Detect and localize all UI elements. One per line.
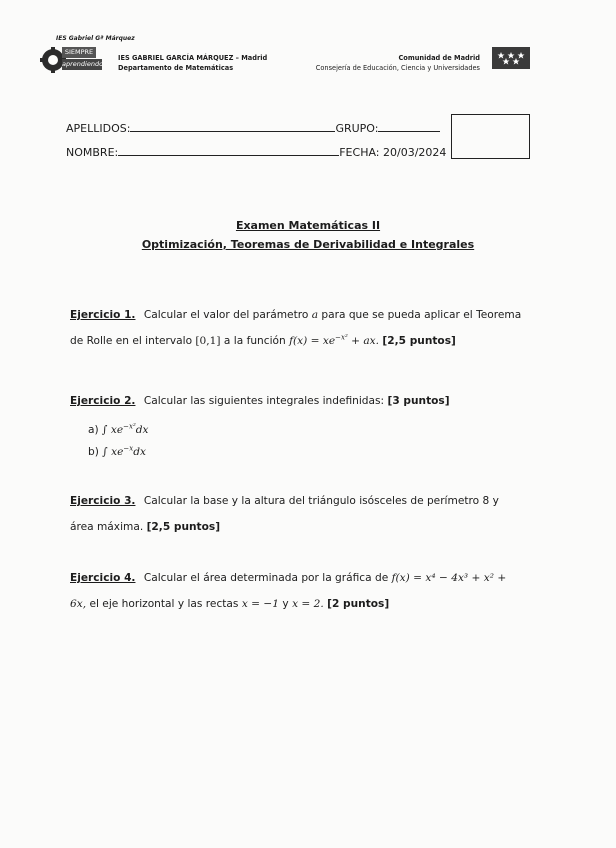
exercise-2 — [70, 388, 450, 414]
group-field[interactable] — [378, 121, 440, 132]
exercise-4-label: Ejercicio 4. — [70, 572, 136, 584]
exercise-4-line-1: x = −1 — [241, 598, 280, 610]
exercise-2-item-b: b) ∫ $xe^{-x}dx$ — [88, 444, 146, 458]
school-name: IES GABRIEL GARCÍA MÁRQUEZ – Madrid — [118, 54, 268, 62]
exercise-1-function: $f(x) = xe^{-x^2}$ + ax. — [289, 333, 380, 347]
madrid-flag-icon — [492, 47, 530, 69]
exercise-1-text-end: para que se pueda aplicar el Teorema — [321, 309, 522, 321]
department-name: Departamento de Matemáticas — [118, 64, 234, 72]
grade-box[interactable] — [451, 114, 530, 159]
name-label: NOMBRE: — [66, 146, 119, 159]
date-label: FECHA: 20/03/2024 — [339, 146, 447, 159]
exercise-3-text-2: área máxima. — [70, 521, 144, 533]
exercise-1-label: Ejercicio 1. — [70, 309, 136, 321]
exercise-1 — [70, 302, 521, 354]
exercise-3-label: Ejercicio 3. — [70, 495, 136, 507]
school-logo — [40, 35, 135, 77]
exercise-1-param: a — [311, 309, 319, 321]
exercise-4-points: [2 puntos] — [327, 598, 390, 610]
exam-subtitle: Optimización, Teoremas de Derivabilidad e Integrales — [141, 238, 475, 251]
exercise-4-line-2: x = 2. — [292, 598, 324, 610]
exam-title: Examen Matemáticas II — [235, 219, 381, 232]
exercise-2-text: Calcular las siguientes integrales indefinidas: — [143, 395, 385, 407]
surname-field[interactable] — [130, 121, 335, 132]
exercise-4: Ejercicio 4. Calcular el área determinada por la gráfica de f(x) = x⁴ − 4x³ + x² + 6x, el eje horizontal y las rectas x = −1 y x = 2. [2 puntos] — [70, 572, 507, 610]
exercise-1-interval: [0,1] — [195, 335, 221, 347]
region-name: Comunidad de Madrid — [398, 54, 480, 62]
logo-label-siempre: SIEMPRE — [62, 47, 96, 58]
exercise-4-text-2: el eje horizontal y las rectas — [89, 598, 239, 610]
exercise-3 — [70, 488, 499, 540]
exercise-2-label: Ejercicio 2. — [70, 395, 136, 407]
exercise-4-text: Calcular el área determinada por la gráfica de — [143, 572, 389, 584]
group-label: GRUPO: — [335, 122, 379, 135]
exercise-1-text: Calcular el valor del parámetro — [143, 309, 309, 321]
school-info — [118, 53, 267, 73]
logo-label-aprendiendo: aprendiendo — [62, 60, 104, 68]
logo-top-text: IES Gabriel Gª Márquez — [56, 35, 135, 42]
exercise-4-function-end: 6x, — [70, 598, 87, 610]
exercise-1-text-2: de Rolle en el intervalo — [70, 335, 193, 347]
region-ministry: Consejería de Educación, Ciencia y Universidades — [315, 64, 480, 72]
name-row — [66, 145, 446, 159]
surname-label: APELLIDOS: — [66, 122, 131, 135]
exercise-2-points: [3 puntos] — [387, 395, 450, 407]
name-field[interactable] — [118, 145, 339, 156]
exercise-3-text: Calcular la base y la altura del triángulo isósceles de perímetro 8 y — [143, 495, 499, 507]
surname-row — [66, 121, 440, 135]
exercise-2-item-a: a) ∫ $xe^{-x^2}dx$ — [88, 422, 149, 436]
exercise-4-function: f(x) = x⁴ − 4x³ + x² + — [391, 572, 507, 584]
exercise-1-text-3: a la función — [223, 335, 286, 347]
region-info — [316, 53, 480, 73]
exercise-3-points: [2,5 puntos] — [146, 521, 221, 533]
exercise-1-points: [2,5 puntos] — [382, 335, 456, 347]
